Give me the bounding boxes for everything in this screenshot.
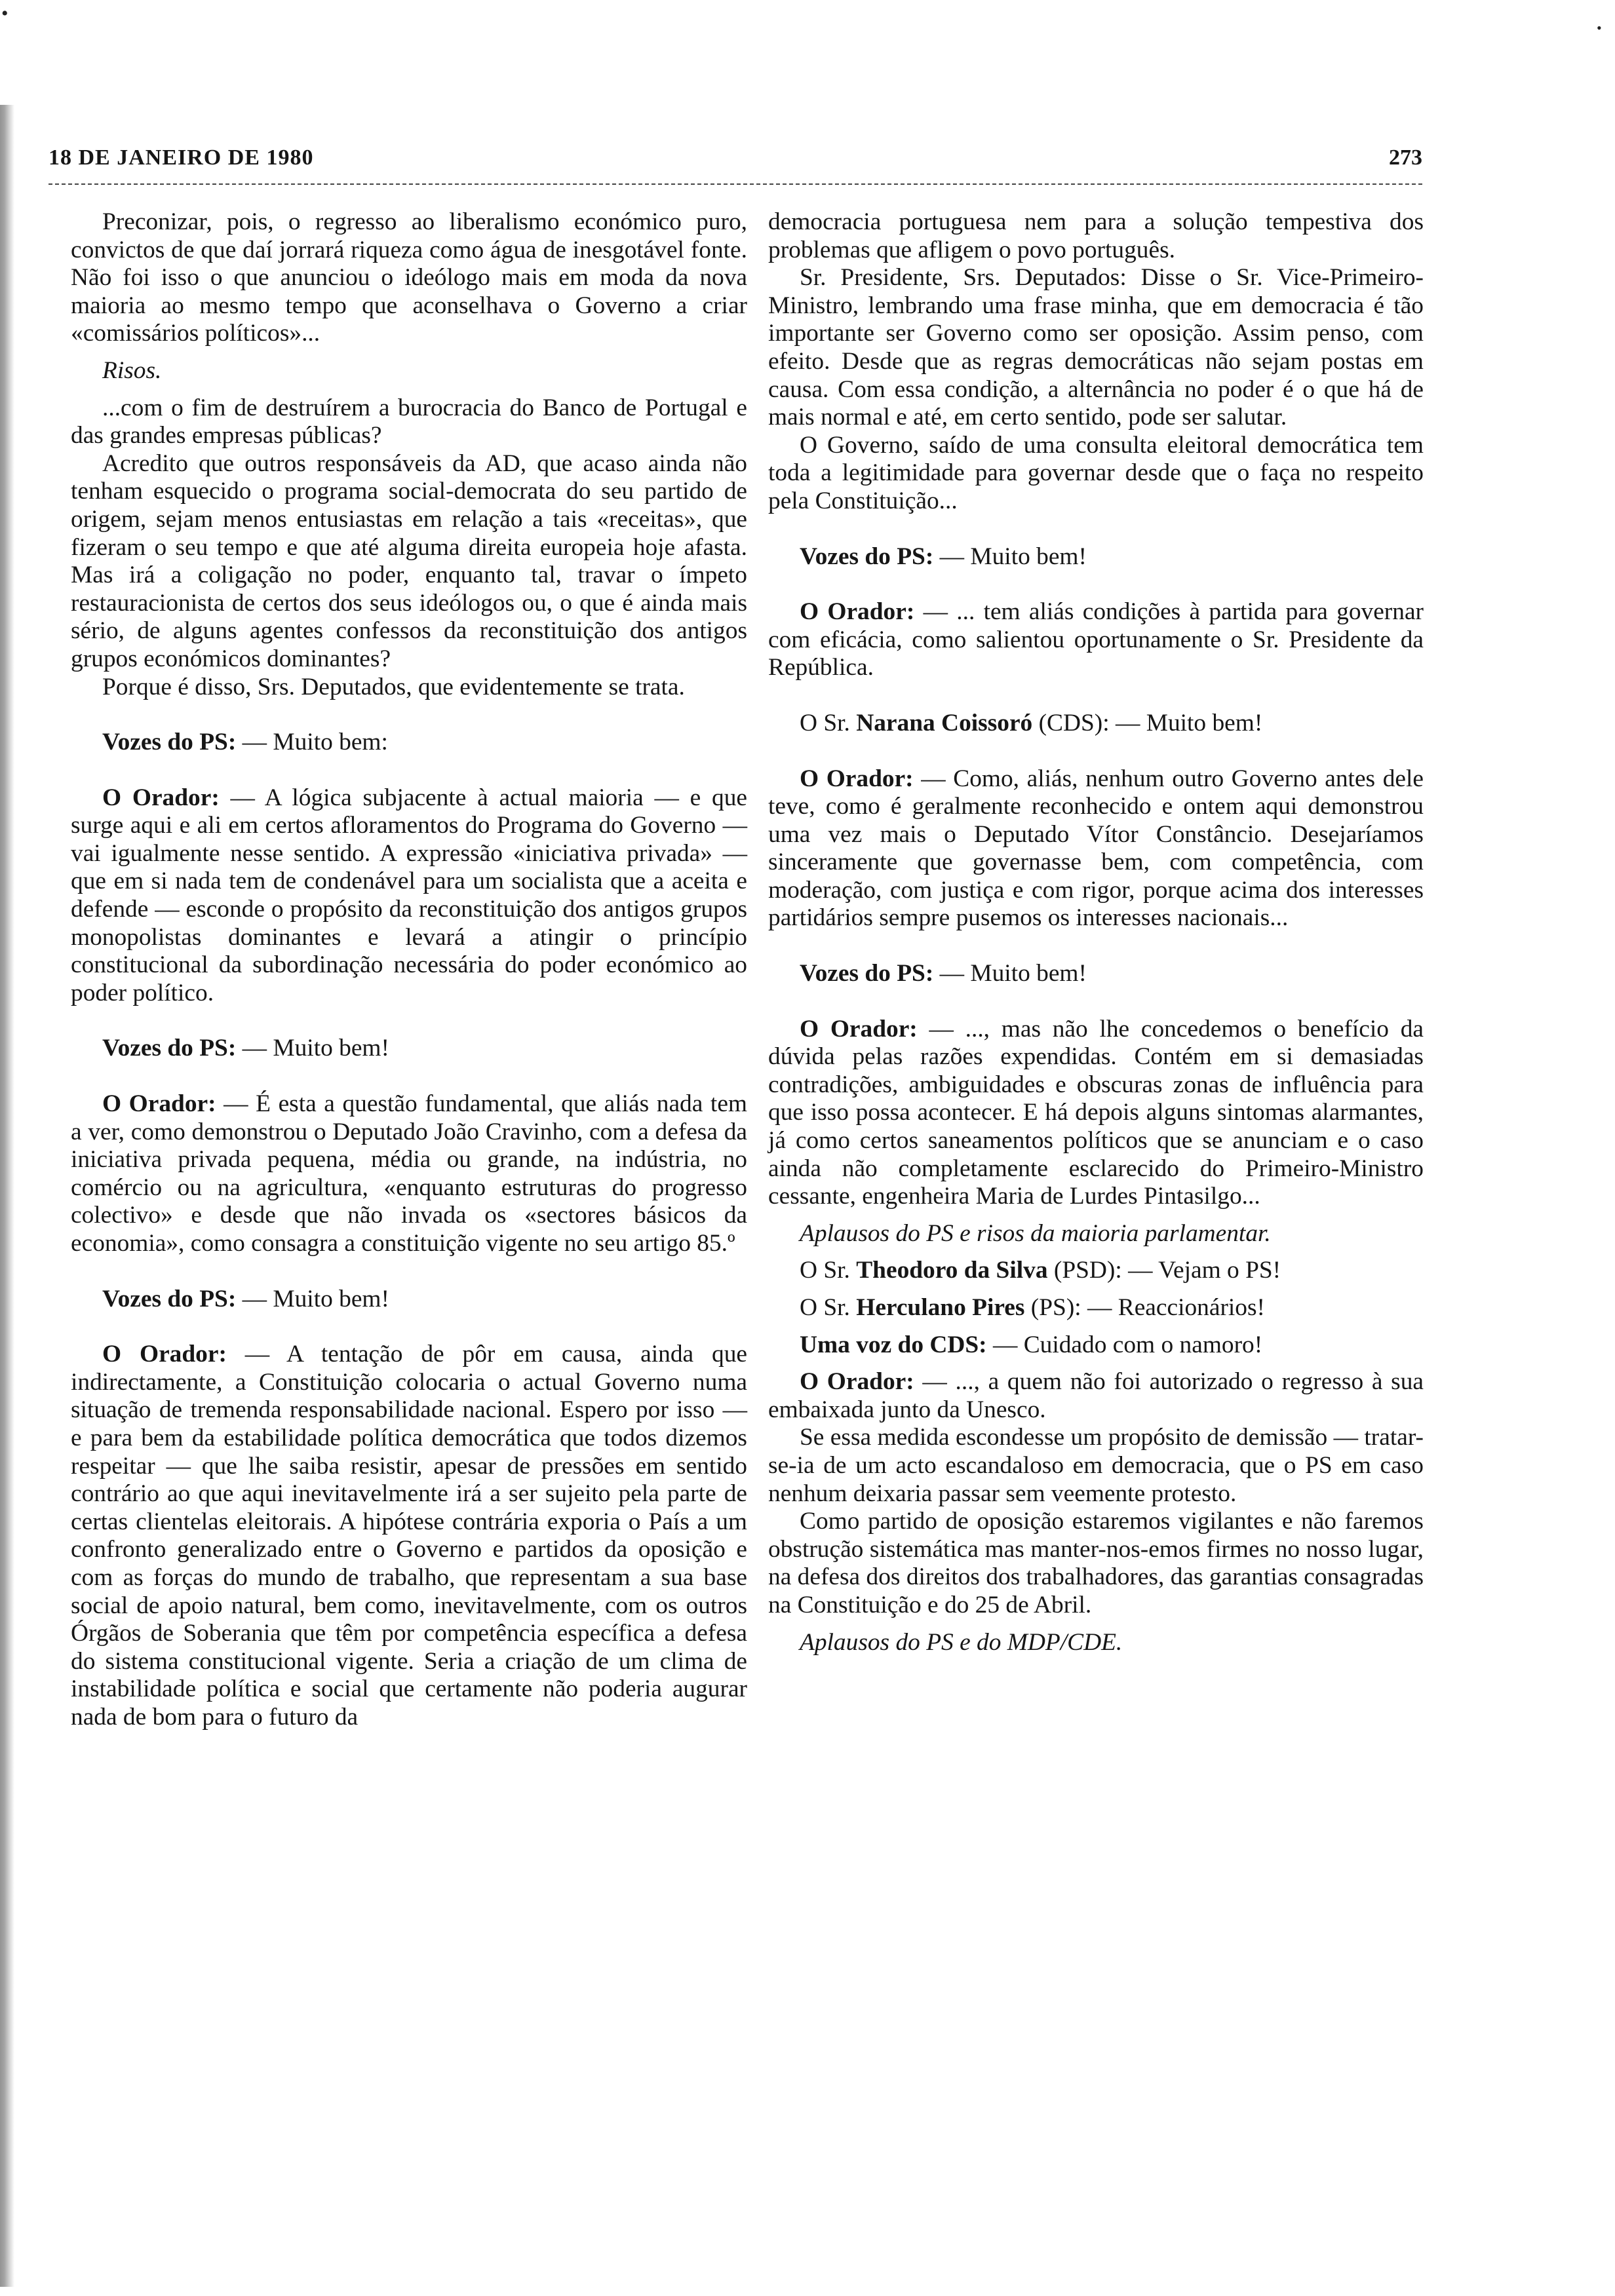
paragraph: O Governo, saído de uma consulta eleitoral democrática tem toda a legitimidade para governar desde que o faça no respeito pela Constituição... bbox=[768, 431, 1424, 514]
speech-turn bbox=[71, 729, 747, 757]
speaker-prefix: O Sr. bbox=[800, 1294, 857, 1321]
header-rule bbox=[49, 183, 1422, 185]
stage-direction: Aplausos do PS e risos da maioria parlamentar. bbox=[800, 1219, 1271, 1247]
speaker-label: O Orador: bbox=[800, 1015, 918, 1043]
speaker-label: O Orador: bbox=[800, 1368, 914, 1396]
speaker-label: Vozes do PS: bbox=[800, 960, 934, 987]
speech-text: — Como, aliás, nenhum outro Governo antes dele teve, como é geralmente reconhecido e ontem aqui demonstrou uma vez mais o Deputado Vítor Constâncio. Desejaríamos sinceramente que governasse bem, com competência, com moderação, com justiça e com rigor, porque acima dos interesses partidários sempre pusemos os interesses nacionais... bbox=[768, 765, 1424, 932]
speech-turn bbox=[768, 1257, 1424, 1285]
speech-turn bbox=[71, 1090, 747, 1258]
right-column bbox=[768, 208, 1424, 1656]
speech-turn bbox=[768, 1368, 1424, 1424]
speech-text: — ... tem aliás condições à partida para governar com eficácia, como salientou oportunamente o Sr. Presidente da República. bbox=[768, 598, 1424, 681]
speech-turn bbox=[768, 1294, 1424, 1322]
speaker-label: Narana Coissoró bbox=[856, 709, 1033, 737]
speech-turn bbox=[768, 710, 1424, 738]
speaker-label: Uma voz do CDS: bbox=[800, 1331, 987, 1358]
speaker-prefix: O Sr. bbox=[800, 1257, 857, 1284]
paragraph: Se essa medida escondesse um propósito de demissão — tratar-se-ia de um acto escandaloso em democracia, que o PS em caso nenhum deixaria passar sem veemente protesto. bbox=[768, 1424, 1424, 1507]
speaker-label: O Orador: bbox=[102, 1341, 227, 1368]
speaker-label: O Orador: bbox=[800, 598, 915, 626]
scan-speck: • bbox=[1597, 20, 1602, 36]
speaker-prefix: O Sr. bbox=[800, 709, 857, 737]
speech-text: — Muito bem! bbox=[236, 1035, 389, 1062]
speech-text: — Muito bem: bbox=[236, 729, 388, 756]
speech-text: — Muito bem! bbox=[933, 960, 1087, 987]
paragraph: Sr. Presidente, Srs. Deputados: Disse o Sr. Vice-Primeiro-Ministro, lembrando uma frase minha, que em democracia é tão importante ser Governo como ser oposição. Assim penso, com efeito. Desde que as regras democráticas não sejam postas em causa. Com essa condição, a alternância no poder é o que há de mais normal e até, em certo sentido, pode ser salutar. bbox=[768, 264, 1424, 431]
speaker-label: O Orador: bbox=[800, 765, 914, 792]
speaker-label: Theodoro da Silva bbox=[856, 1257, 1048, 1284]
speaker-label: Vozes do PS: bbox=[102, 1285, 237, 1312]
page-number: 273 bbox=[1389, 145, 1422, 170]
header-date: 18 DE JANEIRO DE 1980 bbox=[49, 145, 314, 170]
speech-text: — A tentação de pôr em causa, ainda que indirectamente, a Constituição colocaria o actual Governo numa situação de tremenda responsabilidade nacional. Espero por isso — e para bem da estabilidade política democrática que todos dizemos respeitar — que lhe saiba resistir, apesar de pressões em sentido contrário ao que aqui inevitavelmente irá a ser sujeito pela parte de certas clientelas eleitorais. A hipótese contrária exporia o País a um confronto generalizado entre o Governo e partidos da oposição e com as forças do mundo de trabalho, que representam a sua base social de apoio natural, bem como, inevitavelmente, com os outros Órgãos de Soberania que têm por competência específica a defesa do sistema constitucional vigente. Seria a criação de um clima de instabilidade política e social que certamente não poderia augurar nada de bom para o futuro da bbox=[71, 1341, 747, 1731]
speech-text: — ..., mas não lhe concedemos o benefício da dúvida pelas razões expendidas. Contém em si demasiadas contradições, ambiguidades e obscuras zonas de influência para que isso possa acontecer. E há depois alguns sintomas alarmantes, já como certos saneamentos políticos que se anunciam e o caso ainda não completamente esclarecido do Primeiro-Ministro cessante, engenheira Maria de Lurdes Pintasilgo... bbox=[768, 1015, 1424, 1210]
stage-direction: Risos. bbox=[102, 356, 162, 384]
stage-direction: Aplausos do PS e do MDP/CDE. bbox=[800, 1628, 1123, 1656]
scan-speck: • bbox=[1, 3, 9, 24]
paragraph: Porque é disso, Srs. Deputados, que evidentemente se trata. bbox=[102, 673, 685, 700]
page-header bbox=[49, 145, 1422, 176]
speech-text: (PS): — Reaccionários! bbox=[1024, 1294, 1266, 1321]
speech-text: — É esta a questão fundamental, que aliás nada tem a ver, como demonstrou o Deputado João Cravinho, com a defesa da iniciativa privada pequena, média ou grande, na indústria, no comércio ou na agricultura, «enquanto estruturas do progresso colectivo» e desde que não invada os «sectores básicos da economia», como consagra a constituição vigente no seu artigo 85.º bbox=[71, 1090, 747, 1257]
speech-text: (PSD): — Vejam o PS! bbox=[1047, 1257, 1281, 1284]
scanned-binding-edge bbox=[0, 105, 14, 2287]
speaker-label: Herculano Pires bbox=[856, 1294, 1025, 1321]
paragraph: Preconizar, pois, o regresso ao liberalismo económico puro, convictos de que daí jorrará riqueza como água de inesgotável fonte. Não foi isso o que anunciou o ideólogo mais em moda da nova maioria ao mesmo tempo que aconselhava o Governo a criar «comissários políticos»... bbox=[71, 208, 747, 347]
speaker-label: O Orador: bbox=[102, 1090, 216, 1118]
speech-text: — Muito bem! bbox=[236, 1285, 389, 1312]
paragraph: Acredito que outros responsáveis da AD, que acaso ainda não tenham esquecido o programa social-democrata do seu partido de origem, sejam menos entusiastas em relação a tais «receitas», que fizeram o seu tempo e que até alguma direita europeia hoje afasta. Mas irá a coligação no poder, enquanto tal, travar o ímpeto restauracionista de certos dos seus ideólogos ou, o que é ainda mais sério, de alguns agentes confessos da reconstituição dos antigos grupos económicos dominantes? bbox=[71, 450, 747, 672]
speech-text: (CDS): — Muito bem! bbox=[1032, 709, 1263, 737]
speech-turn bbox=[71, 784, 747, 1008]
left-column bbox=[71, 208, 747, 1732]
speaker-label: Vozes do PS: bbox=[102, 1035, 237, 1062]
speaker-label: Vozes do PS: bbox=[800, 543, 934, 570]
speech-turn bbox=[71, 1286, 747, 1314]
speech-text: — Cuidado com o namoro! bbox=[986, 1331, 1263, 1358]
paragraph: ...com o fim de destruírem a burocracia do Banco de Portugal e das grandes empresas públicas? bbox=[71, 394, 747, 450]
speech-turn bbox=[71, 1035, 747, 1063]
speech-text: — Muito bem! bbox=[933, 543, 1087, 570]
speech-turn bbox=[768, 598, 1424, 682]
paragraph: democracia portuguesa nem para a solução tempestiva dos problemas que afligem o povo português. bbox=[768, 208, 1424, 263]
speaker-label: O Orador: bbox=[102, 784, 220, 811]
speech-turn bbox=[768, 1331, 1424, 1360]
speech-text: — ..., a quem não foi autorizado o regresso à sua embaixada junto da Unesco. bbox=[768, 1368, 1424, 1423]
speech-turn bbox=[71, 1341, 747, 1731]
speech-turn bbox=[768, 543, 1424, 571]
speaker-label: Vozes do PS: bbox=[102, 729, 237, 756]
speech-turn bbox=[768, 1016, 1424, 1211]
speech-turn bbox=[768, 765, 1424, 933]
speech-turn bbox=[768, 960, 1424, 988]
speech-text: — A lógica subjacente à actual maioria — e que surge aqui e ali em certos afloramentos do Programa do Governo — vai igualmente nesse sentido. A expressão «iniciativa privada» — que em si nada tem de condenável para um socialista que a aceita e defende — esconde o propósito da reconstituição dos antigos grupos monopolistas dominantes e levará a atingir o princípio constitucional da subordinação necessária do poder económico ao poder político. bbox=[71, 784, 747, 1006]
paragraph: Como partido de oposição estaremos vigilantes e não faremos obstrução sistemática mas manter-nos-emos firmes no nosso lugar, na defesa dos direitos dos trabalhadores, das garantias consagradas na Constituição e do 25 de Abril. bbox=[768, 1508, 1424, 1618]
